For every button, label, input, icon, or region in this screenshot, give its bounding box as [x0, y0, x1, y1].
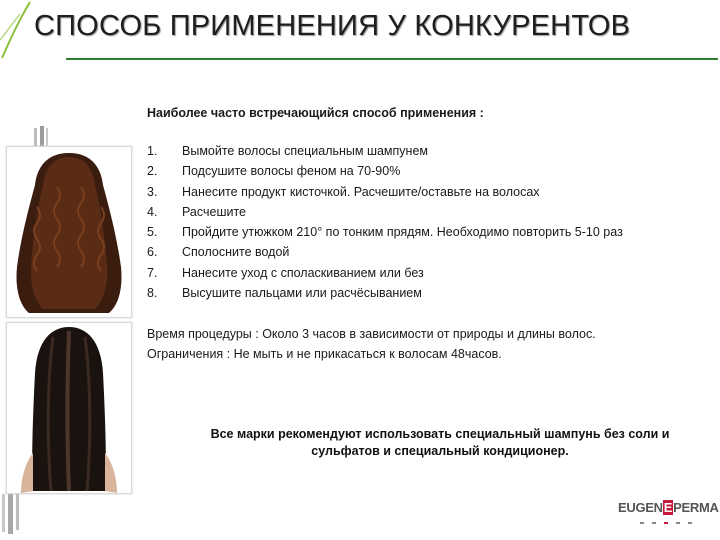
usage-subheading: Наиболее часто встречающийся способ применения : — [147, 106, 484, 120]
logo-part-1: EUGEN — [618, 500, 663, 515]
step-number: 1. — [147, 144, 158, 158]
step-number: 5. — [147, 225, 158, 240]
step-text: Нанесите продукт кисточкой. Расчешите/оставьте на волосах — [182, 184, 540, 199]
step-number: 3. — [147, 184, 158, 199]
step-number: 8. — [147, 286, 158, 301]
step-text: Расчешите — [182, 204, 246, 219]
note-line-2: сульфатов и специальный кондиционер. — [311, 444, 569, 458]
logo-part-2: PERMA — [673, 500, 719, 515]
step-number: 6. — [147, 245, 158, 260]
curly-hair-photo — [6, 146, 132, 318]
straight-hair-image — [7, 323, 131, 493]
restrictions: Ограничения : Не мыть и не прикасаться к волосам 48часов. — [147, 347, 502, 361]
step-text: Подсушите волосы феном на 70-90% — [182, 164, 401, 179]
curly-hair-image — [7, 147, 131, 317]
title-underline — [66, 58, 718, 60]
step-text: Вымойте волосы специальным шампунем — [182, 144, 428, 158]
step-number: 4. — [147, 204, 158, 219]
logo-dots — [640, 520, 700, 526]
step-text: Высушите пальцами или расчёсыванием — [182, 286, 422, 301]
step-number: 7. — [147, 265, 158, 280]
straight-hair-photo — [6, 322, 132, 494]
step-text: Пройдите утюжком 210° по тонким прядям. Необходимо повторить 5-10 раз — [182, 225, 623, 240]
note-line-1: Все марки рекомендуют использовать специальный шампунь без соли и — [210, 427, 670, 441]
logo-highlight: E — [663, 500, 673, 515]
slide-title: СПОСОБ ПРИМЕНЕНИЯ У КОНКУРЕНТОВ — [34, 10, 631, 42]
step-number: 2. — [147, 164, 158, 179]
recommendation-note — [170, 426, 710, 460]
brand-logo — [618, 500, 719, 515]
procedure-time: Время процедуры : Около 3 часов в зависимости от природы и длины волос. — [147, 327, 596, 341]
step-text: Нанесите уход с споласкиванием или без — [182, 265, 424, 280]
step-text: Сполосните водой — [182, 245, 290, 260]
